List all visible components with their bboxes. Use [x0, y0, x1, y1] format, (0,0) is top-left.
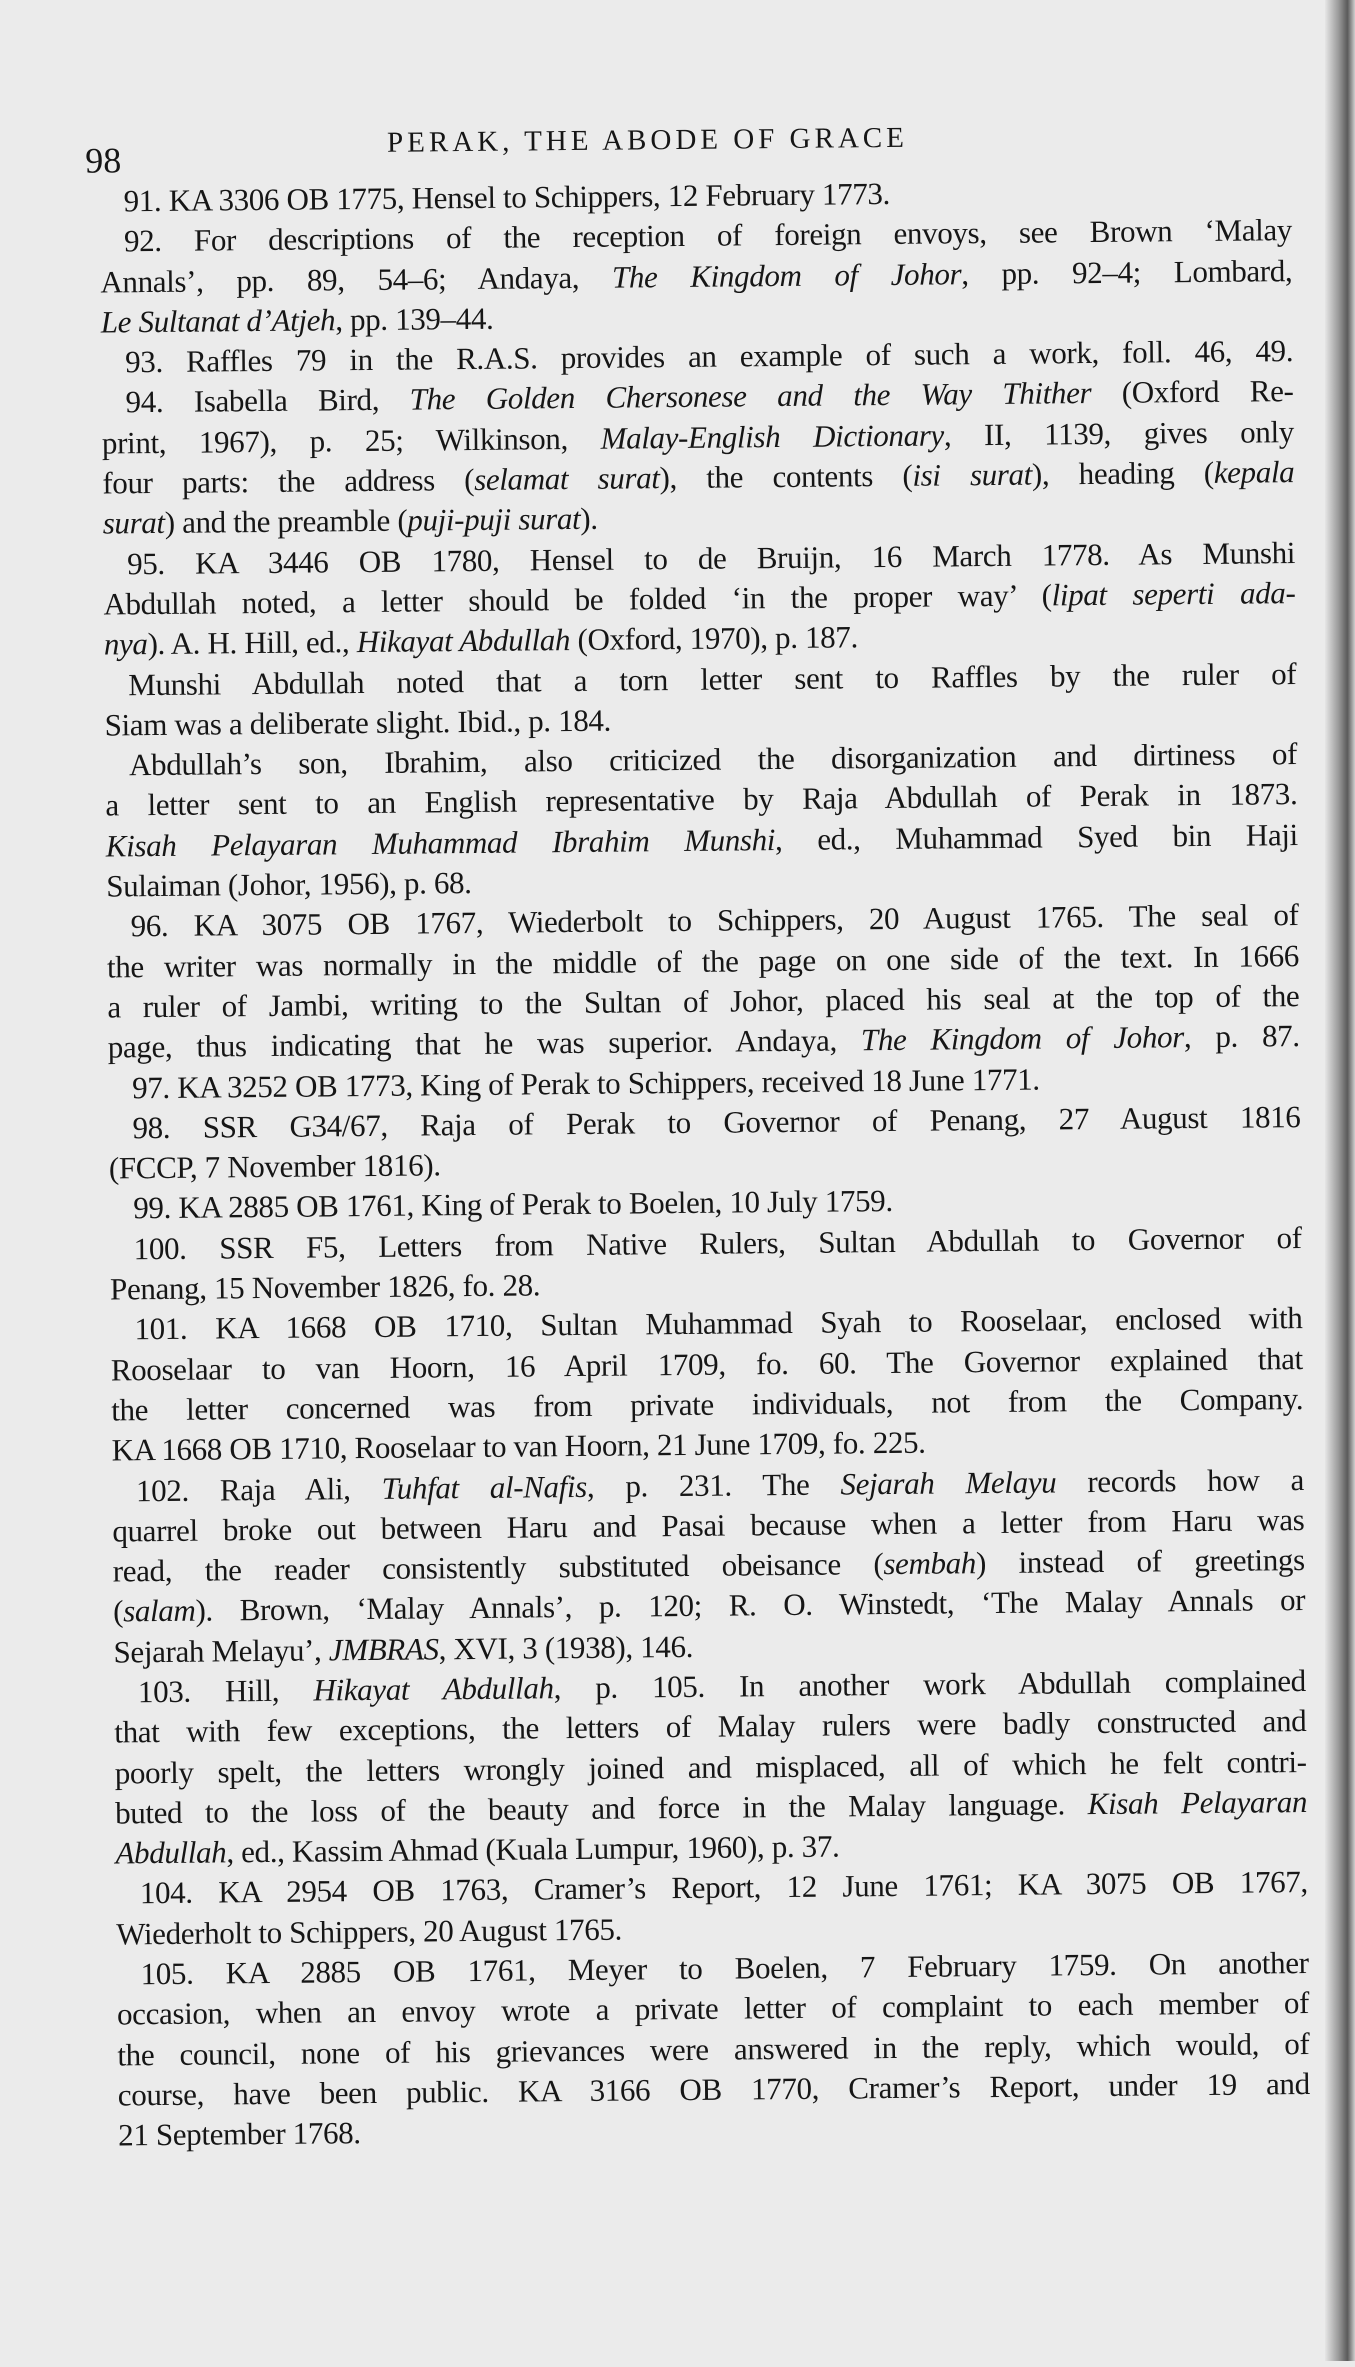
line-text: 21 September 1768. [118, 2115, 361, 2153]
line-text: 97. KA 3252 OB 1773, King of Perak to Schippers, received 18 June 1771. [131, 1061, 1040, 1105]
line-text: quarrel broke out between Haru and Pasai because when a letter from Haru was [112, 1501, 1305, 1549]
line-text: , p. 105. In another work Abdullah complained [553, 1663, 1307, 1706]
line-text: the writer was normally in the middle of the page on one side of the text. In 1666 [106, 937, 1300, 985]
line-text: Wiederholt to Schippers, 20 August 1765. [116, 1911, 623, 1952]
line-text: 95. KA 3446 OB 1780, Hensel to de Bruijn, 16 March 1778. As Munshi [126, 534, 1296, 581]
line-text: Munshi Abdullah noted that a torn letter sent to Raffles by the ruler of [128, 655, 1297, 702]
endnotes-body [99, 170, 1310, 2156]
line-text: Annals’, pp. 89, 54–6; Andaya, [100, 259, 613, 300]
italic-title-text: Le Sultanat d’Atjeh [100, 302, 336, 340]
italic-title-text: JMBRAS [328, 1631, 439, 1668]
line-text: 92. For descriptions of the reception of foreign envoys, see Brown ‘Malay [123, 212, 1293, 259]
line-text: 98. SSR G34/67, Raja of Perak to Governor of Penang, 27 August 1816 [132, 1098, 1301, 1146]
italic-title-text: nya [103, 626, 148, 662]
italic-title-text: The Kingdom of Johor [611, 255, 962, 295]
line-text: 103. Hill, [137, 1672, 314, 1710]
page-number: 98 [85, 140, 122, 181]
line-text: 99. KA 2885 OB 1761, King of Perak to Boelen, 10 July 1759. [133, 1183, 893, 1226]
italic-title-text: Kisah Pelayaran Muhammad Ibrahim Munshi [105, 821, 776, 864]
line-text: , ed., Muhammad Syed bin Haji [774, 816, 1298, 857]
line-text: 93. Raffles 79 in the R.A.S. provides an example of such a work, foll. 46, 49. [125, 333, 1294, 380]
line-text: the letter concerned was from private individuals, not from the Company. [111, 1380, 1304, 1428]
line-text: ), the contents ( [659, 457, 913, 496]
line-text: (FCCP, 7 November 1816). [108, 1147, 441, 1186]
line-text: Penang, 15 November 1826, fo. 28. [109, 1267, 541, 1307]
line-text: 100. SSR F5, Letters from Native Rulers, Sultan Abdullah to Governor of [133, 1219, 1302, 1266]
line-text: poorly spelt, the letters wrongly joined and misplaced, all of which he felt contri- [114, 1743, 1307, 1791]
italic-title-text: The Golden Chersonese and the Way Thither [409, 375, 1092, 418]
running-title: PERAK, THE ABODE OF GRACE [386, 121, 909, 159]
line-text: 102. Raja Ali, [135, 1470, 382, 1508]
line-text: ). [580, 501, 598, 537]
line-text: read, the reader consistently substituted obeisance ( [112, 1546, 884, 1589]
line-text: 104. KA 2954 OB 1763, Cramer’s Report, 12 June 1761; KA 3075 OB 1767, [139, 1864, 1308, 1911]
italic-title-text: salam [122, 1593, 196, 1629]
line-text: ) instead of greetings [975, 1542, 1305, 1581]
book-gutter-shadow [1325, 0, 1355, 2361]
italic-title-text: Sejarah Melayu [840, 1463, 1057, 1501]
line-text: , pp. 139–44. [335, 300, 494, 338]
italic-title-text: surat [102, 505, 165, 541]
line-text: Siam was a deliberate slight. Ibid., p. 184. [104, 702, 612, 743]
line-text: 96. KA 3075 OB 1767, Wiederbolt to Schippers, 20 August 1765. The seal of [130, 897, 1299, 944]
line-text: , p. 87. [1183, 1018, 1300, 1055]
line-text: ). A. H. Hill, ed., [147, 624, 357, 662]
italic-title-text: puji-puji surat [407, 501, 581, 538]
line-text: 91. KA 3306 OB 1775, Hensel to Schippers, 12 February 1773. [123, 175, 891, 219]
line-text: , II, 1139, gives only [943, 413, 1295, 453]
line-text: buted to the loss of the beauty and force in the Malay language. [114, 1786, 1088, 1831]
italic-title-text: Hikayat Abdullah [313, 1670, 554, 1708]
line-text: 105. KA 2885 OB 1761, Meyer to Boelen, 7 February 1759. On another [140, 1945, 1309, 1992]
line-text: (Oxford, 1970), p. 187. [569, 619, 859, 658]
line-text: occasion, when an envoy wrote a private letter of complaint to each member of [116, 1985, 1310, 2032]
line-text: ) and the preamble ( [164, 502, 408, 541]
line-text: a letter sent to an English representative by Raja Abdullah of Perak in 1873. [105, 776, 1298, 823]
line-text: a ruler of Jambi, writing to the Sultan of Johor, placed his seal at the top of the [107, 978, 1300, 1025]
line-text: Abdullah’s son, Ibrahim, also criticized the disorganization and dirtiness of [128, 736, 1298, 783]
italic-title-text: The Kingdom of Johor [860, 1019, 1185, 1058]
line-text: Abdullah noted, a letter should be folded ‘in the proper way’ ( [103, 577, 1052, 622]
italic-title-text: Abdullah [115, 1834, 227, 1871]
line-text: ), heading ( [1031, 454, 1214, 492]
line-text: ). Brown, ‘Malay Annals’, p. 120; R. O. Winstedt, ‘The Malay Annals or [195, 1582, 1306, 1629]
line-text: KA 1668 OB 1710, Rooselaar to van Hoorn, 21 June 1709, fo. 225. [111, 1424, 926, 1468]
line-text: , XVI, 3 (1938), 146. [438, 1628, 694, 1667]
line-text: Sejarah Melayu’, [113, 1632, 330, 1670]
italic-title-text: kepala [1213, 454, 1295, 490]
line-text: 94. Isabella Bird, [125, 382, 410, 420]
line-text: course, have been public. KA 3166 OB 1770, Cramer’s Report, under 19 and [117, 2065, 1310, 2113]
line-text: Sulaiman (Johor, 1956), p. 68. [106, 865, 472, 904]
line-text: records how a [1056, 1461, 1305, 1499]
italic-title-text: Tuhfat al-Nafis [381, 1468, 588, 1506]
italic-title-text: isi surat [912, 456, 1033, 493]
italic-title-text: Hikayat Abdullah [356, 622, 571, 660]
line-text: , pp. 92–4; Lombard, [961, 252, 1293, 291]
italic-title-text: lipat seperti ada- [1051, 575, 1296, 613]
line-text: 101. KA 1668 OB 1710, Sultan Muhammad Syah to Rooselaar, enclosed with [134, 1300, 1303, 1347]
line-text: the council, none of his grievances were answered in the reply, which would, of [117, 2025, 1310, 2073]
line-text: print, 1967), p. 25; Wilkinson, [101, 420, 601, 461]
italic-title-text: selamat surat [474, 460, 660, 498]
line-text: , p. 231. The [586, 1465, 841, 1504]
line-text: four parts: the address ( [102, 462, 475, 501]
line-text: (Oxford Re- [1091, 373, 1294, 411]
italic-title-text: sembah [883, 1545, 977, 1582]
italic-title-text: Kisah Pelayaran [1087, 1783, 1308, 1822]
line-text: that with few exceptions, the letters of Malay rulers were badly constructed and [114, 1703, 1307, 1750]
line-text: , ed., Kassim Ahmad (Kuala Lumpur, 1960), p. 37. [226, 1828, 840, 1870]
italic-title-text: Malay-English Dictionary [600, 417, 945, 456]
line-text: ( [113, 1593, 124, 1629]
line-text: page, thus indicating that he was superior. Andaya, [107, 1022, 862, 1065]
line-text: Rooselaar to van Hoorn, 16 April 1709, fo. 60. The Governor explained that [110, 1340, 1303, 1388]
